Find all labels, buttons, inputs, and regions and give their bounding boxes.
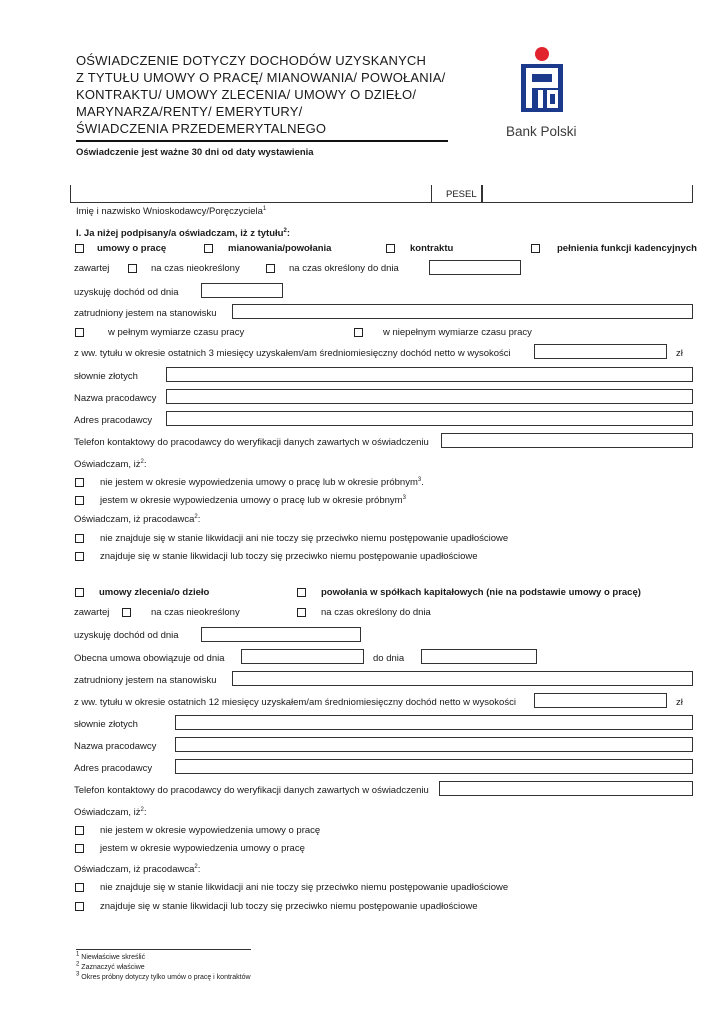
not-in-notice-label-2: nie jestem w okresie wypowiedzenia umowy o pracę [100,825,321,836]
not-in-notice-label: nie jestem w okresie wypowiedzenia umowy o pracę lub w okresie próbnym$^3$. [100,476,424,488]
not-in-notice-checkbox-2[interactable] [75,826,84,835]
section1-intro: I. Ja niżej podpisany/a oświadczam, iż z tytułu$^2$: [76,227,290,239]
not-in-liquidation-label-2: nie znajduje się w stanie likwidacji ani nie toczy się przeciwko niemu postępowanie upadłościowe [100,882,509,893]
currency-label-2: zł [676,697,683,708]
declare-employer-label: Oświadczam, iż pracodawca$^2$: [74,513,201,525]
title-line: Z TYTUŁU UMOWY O PRACĘ/ MIANOWANIA/ POWOŁANIA/ [76,70,446,85]
name-label: Imię i nazwisko Wnioskodawcy/Poręczyciela$^1$ [76,205,267,217]
in-notice-label-2: jestem w okresie wypowiedzenia umowy o pracę [100,843,305,854]
type-zlecenie-label: umowy zlecenia/o dzieło [99,587,210,598]
nieokreslony-label: na czas nieokreślony [151,263,240,274]
employer-address-input[interactable] [166,411,693,426]
type-mianowanie-label: mianowania/powołania [228,243,332,254]
income-since-input[interactable] [201,283,283,298]
to-date-label: do dnia [373,653,405,664]
type-funkcje-label: pełnienia funkcji kadencyjnych [557,243,697,254]
okreslony-checkbox[interactable] [266,264,275,273]
income-since-label-2: uzyskuję dochód od dnia [74,630,179,641]
type-umowa-o-prace-checkbox[interactable] [75,244,84,253]
document-title [76,52,496,137]
zawartej-label: zawartej [74,263,110,274]
phone-input[interactable] [441,433,693,448]
in-notice-checkbox-2[interactable] [75,844,84,853]
title-line: MARYNARZA/RENTY/ EMERYTURY/ [76,104,303,119]
current-contract-label: Obecna umowa obowiązuje od dnia [74,653,225,664]
employer-address-label-2: Adres pracodawcy [74,763,153,774]
type-funkcje-checkbox[interactable] [531,244,540,253]
name-input[interactable] [70,185,432,203]
in-words-label: słownie złotych [74,371,138,382]
okreslony-label: na czas określony do dnia [289,263,399,274]
income-since-label: uzyskuję dochód od dnia [74,287,179,298]
footnote: $^1$ Niewłaściwe skreślić [76,951,146,961]
employer-address-label: Adres pracodawcy [74,415,153,426]
title-line: KONTRAKTU/ UMOWY ZLECENIA/ UMOWY O DZIEŁO/ [76,87,417,102]
fulltime-label: w pełnym wymiarze czasu pracy [108,327,245,338]
in-liquidation-label: znajduje się w stanie likwidacji lub toczy się przeciwko niemu postępowanie upadłościowe [100,551,478,562]
employer-name-label-2: Nazwa pracodawcy [74,741,157,752]
position-input[interactable] [232,304,693,319]
avg-income-input-2[interactable] [534,693,667,708]
type-kontrakt-label: kontraktu [410,243,454,254]
position-label-2: zatrudniony jestem na stanowisku [74,675,217,686]
in-words-input[interactable] [166,367,693,382]
footnote: $^3$ Okres próbny dotyczy tylko umów o pracę i kontraktów [76,971,251,981]
employer-name-label: Nazwa pracodawcy [74,393,157,404]
pesel-label: PESEL [446,189,477,200]
not-in-liquidation-checkbox[interactable] [75,534,84,543]
pesel-input[interactable] [482,185,693,203]
footnote-divider [76,949,251,950]
bank-name: Bank Polski [506,124,577,139]
in-words-input-2[interactable] [175,715,693,730]
contract-from-input[interactable] [241,649,364,664]
position-input-2[interactable] [232,671,693,686]
declare-notice-label-2: Oświadczam, $iż^2$: [74,806,147,818]
type-umowa-o-prace-label: umowy o pracę [97,243,167,254]
nieokreslony-checkbox-2[interactable] [122,608,131,617]
avg-income-input[interactable] [534,344,667,359]
in-notice-label: jestem w okresie wypowiedzenia umowy o pracę lub w okresie próbnym$^3$ [100,494,406,506]
validity-note: Oświadczenie jest ważne 30 dni od daty wystawienia [76,147,314,158]
avg-income-label-2: z ww. tytułu w okresie ostatnich 12 miesięcy uzyskałem/am średniomiesięczny dochód netto w wysokości [74,697,516,708]
title-underline [76,140,448,142]
phone-label: Telefon kontaktowy do pracodawcy do weryfikacji danych zawartych w oświadczeniu [74,437,429,448]
type-zlecenie-checkbox[interactable] [75,588,84,597]
declare-employer-label-2: Oświadczam, iż pracodawca$^2$: [74,863,201,875]
contract-to-input[interactable] [421,649,537,664]
employer-name-input-2[interactable] [175,737,693,752]
not-in-liquidation-checkbox-2[interactable] [75,883,84,892]
phone-input-2[interactable] [439,781,693,796]
type-kontrakt-checkbox[interactable] [386,244,395,253]
zawartej-label-2: zawartej [74,607,110,618]
position-label: zatrudniony jestem na stanowisku [74,308,217,319]
in-liquidation-label-2: znajduje się w stanie likwidacji lub toczy się przeciwko niemu postępowanie upadłościowe [100,901,478,912]
title-line: ŚWIADCZENIA PRZEDEMERYTALNEGO [76,121,327,136]
okreslony-checkbox-2[interactable] [297,608,306,617]
okreslony-label-2: na czas określony do dnia [321,607,431,618]
in-liquidation-checkbox[interactable] [75,552,84,561]
not-in-liquidation-label: nie znajduje się w stanie likwidacji ani nie toczy się przeciwko niemu postępowanie upadłościowe [100,533,509,544]
parttime-checkbox[interactable] [354,328,363,337]
pko-logo-icon [516,46,568,116]
in-notice-checkbox[interactable] [75,496,84,505]
declare-notice-label: Oświadczam, $iż^2$: [74,458,147,470]
phone-label-2: Telefon kontaktowy do pracodawcy do weryfikacji danych zawartych w oświadczeniu [74,785,429,796]
nieokreslony-checkbox[interactable] [128,264,137,273]
nieokreslony-label-2: na czas nieokreślony [151,607,240,618]
income-since-input-2[interactable] [201,627,361,642]
type-powolanie-spolki-label: powołania w spółkach kapitałowych (nie na podstawie umowy o pracę) [321,587,641,598]
type-powolanie-spolki-checkbox[interactable] [297,588,306,597]
not-in-notice-checkbox[interactable] [75,478,84,487]
footnote: $^2$ Zaznaczyć właściwe [76,961,145,971]
employer-address-input-2[interactable] [175,759,693,774]
type-mianowanie-checkbox[interactable] [204,244,213,253]
in-words-label-2: słownie złotych [74,719,138,730]
currency-label: zł [676,348,683,359]
in-liquidation-checkbox-2[interactable] [75,902,84,911]
employer-name-input[interactable] [166,389,693,404]
avg-income-label: z ww. tytułu w okresie ostatnich 3 miesięcy uzyskałem/am średniomiesięczny dochód netto w wysokości [74,348,511,359]
parttime-label: w niepełnym wymiarze czasu pracy [383,327,532,338]
end-date-input[interactable] [429,260,521,275]
title-line: OŚWIADCZENIE DOTYCZY DOCHODÓW UZYSKANYCH [76,53,427,68]
fulltime-checkbox[interactable] [75,328,84,337]
